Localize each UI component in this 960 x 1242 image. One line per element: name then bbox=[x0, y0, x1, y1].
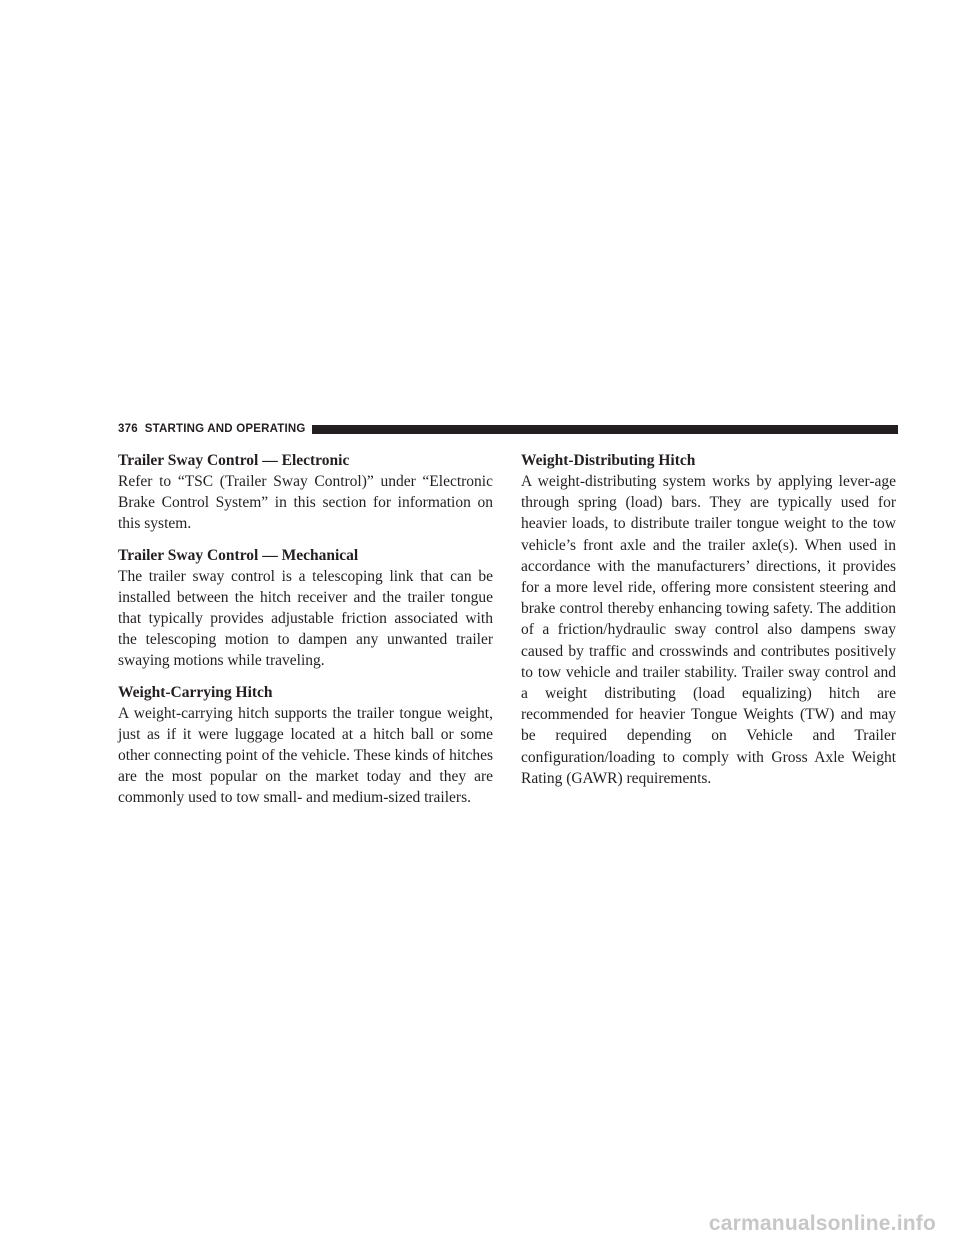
section-heading: Trailer Sway Control — Electronic bbox=[118, 452, 350, 469]
header-rule bbox=[312, 425, 898, 434]
page-number: 376 bbox=[118, 423, 138, 435]
left-column bbox=[118, 450, 493, 819]
site-watermark: carmanualsonline.info bbox=[708, 1212, 936, 1235]
right-column bbox=[521, 450, 896, 799]
section-body: A weight-carrying hitch supports the trailer tongue weight, just as if it were luggage located at a hitch ball or some other connecting point of the vehicle. These kinds of hitches are the most popular on the market today and they are commonly used to tow small- and medium-sized trailers. bbox=[118, 704, 493, 807]
section-body: Refer to “TSC (Trailer Sway Control)” under “Electronic Brake Control System” in this section for information on this system. bbox=[118, 473, 493, 533]
section-heading: Trailer Sway Control — Mechanical bbox=[118, 546, 359, 564]
section-tsc-electronic bbox=[118, 450, 493, 535]
section-weight-distributing-hitch bbox=[521, 450, 896, 789]
section-heading: Weight-Carrying Hitch bbox=[118, 683, 273, 701]
section-heading: Weight-Distributing Hitch bbox=[521, 452, 696, 469]
section-body: A weight-distributing system works by applying lever-age through spring (load) bars. They are typically used for heavier loads, to distribute trailer tongue weight to the tow vehicle’s front axle and the trailer axle(s). When used in accordance with the manufacturers’ directions, it provides for a more level ride, offering more consistent steering and brake control thereby enhancing towing safety. The addition of a friction/hydraulic sway control also dampens sway caused by traffic and crosswinds and contributes positively to tow vehicle and trailer stability. Trailer sway control and a weight distributing (load equalizing) hitch are recommended for heavier Tongue Weights (TW) and may be required depending on Vehicle and Trailer configuration/loading to comply with Gross Axle Weight Rating (GAWR) requirements. bbox=[521, 473, 896, 787]
section-tsc-mechanical bbox=[118, 545, 493, 672]
section-body: The trailer sway control is a telescoping link that can be installed between the hitch receiver and the trailer tongue that typically provides adjustable friction associated with the telescoping motion to dampen any unwanted trailer swaying motions while traveling. bbox=[118, 567, 493, 670]
section-weight-carrying-hitch bbox=[118, 682, 493, 809]
page-header bbox=[118, 418, 898, 440]
section-title: STARTING AND OPERATING bbox=[144, 423, 306, 435]
